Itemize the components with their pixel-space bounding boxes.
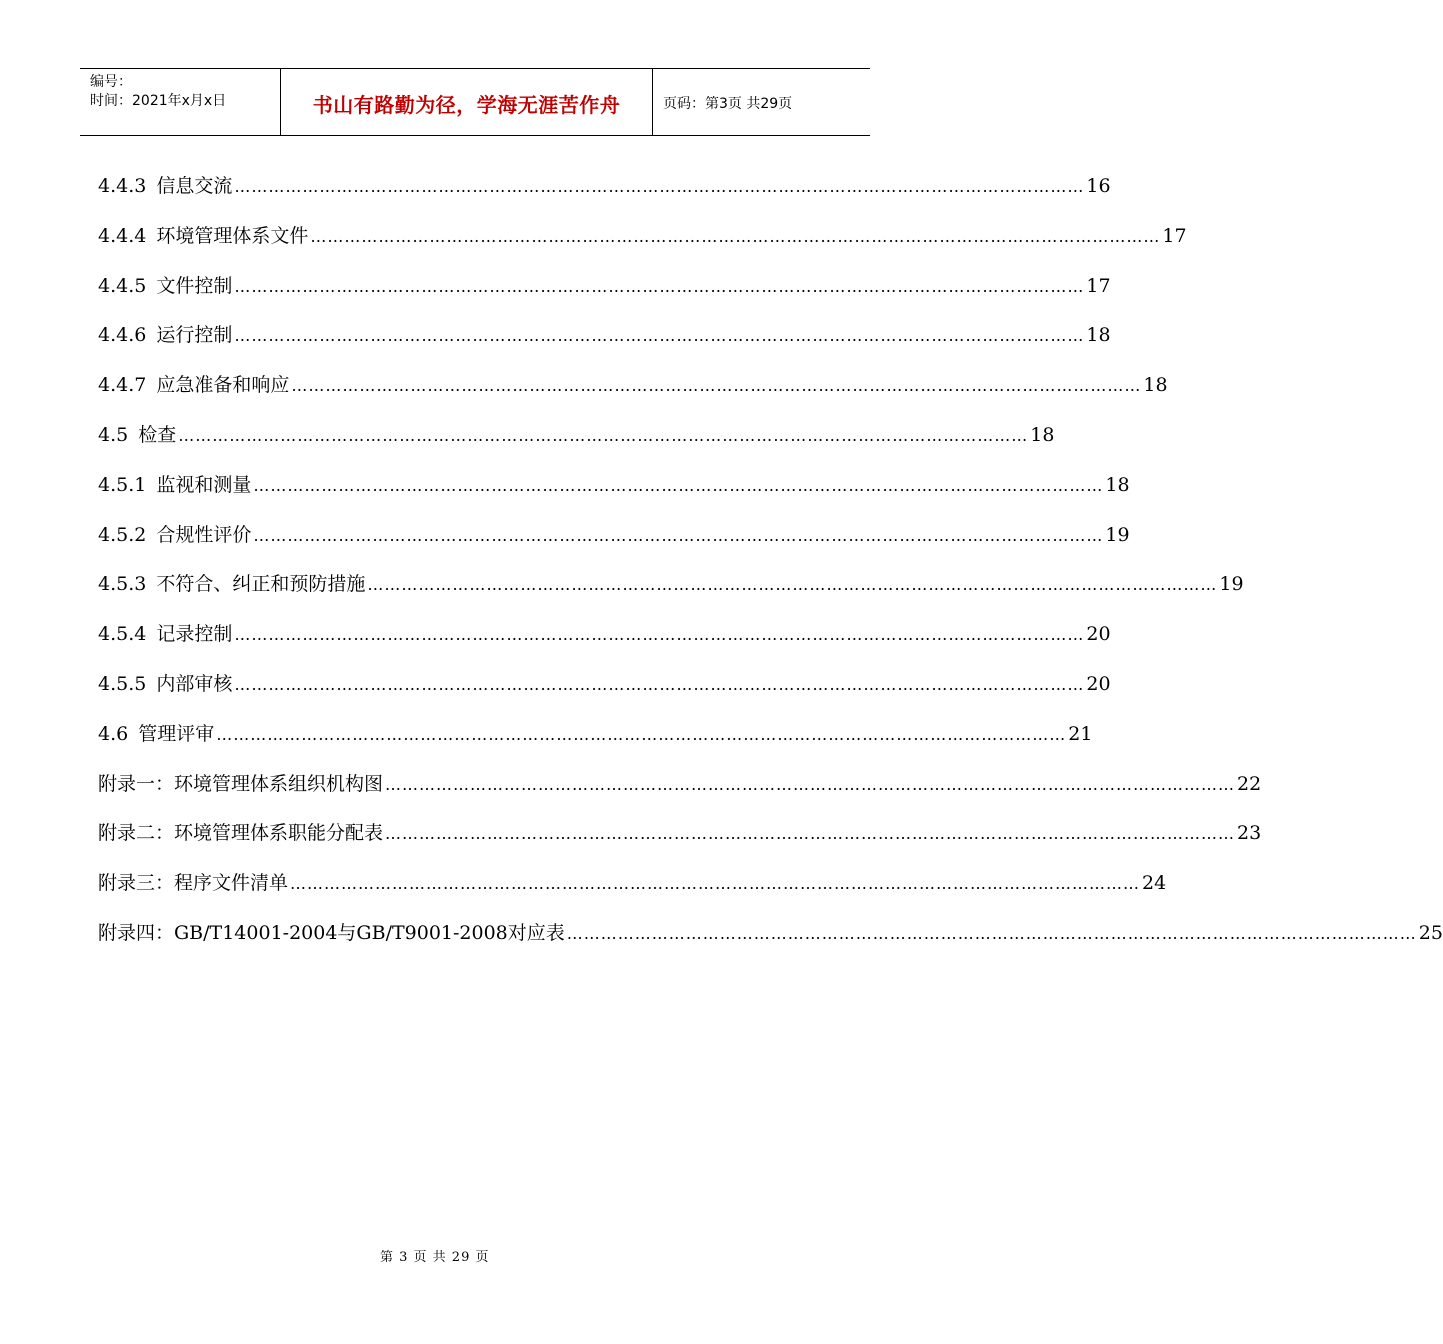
toc-entry[interactable]: [98, 818, 1262, 868]
toc-entry[interactable]: [98, 719, 1093, 769]
toc-entry-title: 合规性评价: [156, 523, 252, 546]
toc-entry[interactable]: [98, 669, 1111, 719]
toc-entry-title: 检查: [138, 423, 177, 446]
toc-entry-page: 24: [1142, 872, 1167, 895]
toc-entry-number: 4.5.4: [98, 623, 147, 646]
toc-entry[interactable]: [98, 619, 1111, 669]
toc-entry-title: 文件控制: [156, 274, 233, 297]
page-footer: 第 3 页 共 29 页: [380, 1250, 490, 1265]
toc-dot-leader: ……………………………………………………………………………………………………………………………………: [310, 226, 1161, 246]
toc-entry-title: 管理评审: [138, 722, 215, 745]
table-of-contents: [98, 171, 1443, 968]
code-label: 编号：: [90, 74, 132, 90]
toc-dot-leader: ……………………………………………………………………………………………………………………………………: [367, 575, 1218, 595]
toc-entry-page: 18: [1143, 374, 1168, 397]
toc-dot-leader: ……………………………………………………………………………………………………………………………………: [178, 425, 1029, 445]
toc-entry-page: 22: [1237, 772, 1262, 795]
toc-entry-title: 运行控制: [156, 324, 233, 347]
toc-entry-page: 17: [1162, 224, 1187, 247]
toc-entry[interactable]: [98, 918, 1443, 968]
toc-entry-title: 不符合、纠正和预防措施: [156, 573, 366, 596]
toc-entry-number: 4.5.3: [98, 573, 147, 596]
toc-dot-leader: ……………………………………………………………………………………………………………………………………: [253, 525, 1104, 545]
toc-entry-page: 17: [1086, 274, 1111, 297]
toc-entry-number: 4.5.1: [98, 473, 147, 496]
toc-entry[interactable]: [98, 370, 1168, 420]
toc-entry-page: 19: [1219, 573, 1244, 596]
toc-entry[interactable]: [98, 868, 1167, 918]
toc-entry[interactable]: [98, 569, 1244, 619]
toc-entry-page: 23: [1237, 822, 1262, 845]
toc-entry-title: 信息交流: [156, 175, 233, 197]
toc-entry-number: 4.4.6: [98, 324, 147, 347]
toc-entry-number: 4.4.4: [98, 224, 147, 247]
toc-entry-page: 18: [1105, 473, 1130, 496]
toc-dot-leader: ……………………………………………………………………………………………………………………………………: [234, 326, 1085, 346]
toc-dot-leader: ……………………………………………………………………………………………………………………………………: [291, 376, 1142, 396]
toc-entry-title: 应急准备和响应: [156, 374, 290, 397]
toc-entry-title: 附录一：环境管理体系组织机构图: [98, 772, 384, 795]
toc-entry[interactable]: [98, 221, 1187, 271]
toc-entry-number: 4.4.7: [98, 374, 147, 397]
toc-entry-title: 环境管理体系文件: [156, 224, 309, 247]
toc-entry[interactable]: [98, 769, 1262, 819]
toc-entry-title: 附录四：GB/T14001-2004与GB/T9001-2008对应表: [98, 921, 565, 944]
toc-dot-leader: ……………………………………………………………………………………………………………………………………: [290, 874, 1141, 894]
header-meta: [80, 69, 281, 135]
toc-entry-title: 记录控制: [156, 623, 233, 646]
toc-entry-title: 监视和测量: [156, 473, 252, 496]
toc-dot-leader: ……………………………………………………………………………………………………………………………………: [234, 625, 1085, 645]
toc-entry-page: 19: [1105, 523, 1130, 546]
toc-entry[interactable]: [98, 420, 1055, 470]
toc-dot-leader: ……………………………………………………………………………………………………………………………………: [385, 824, 1236, 844]
toc-entry-title: 内部审核: [156, 672, 233, 695]
toc-entry-number: 4.5.2: [98, 523, 147, 546]
toc-entry[interactable]: [98, 320, 1111, 370]
toc-dot-leader: ……………………………………………………………………………………………………………………………………: [234, 177, 1085, 196]
toc-entry-number: 4.4.5: [98, 274, 147, 297]
toc-entry[interactable]: [98, 520, 1130, 570]
toc-entry-page: 20: [1086, 623, 1111, 646]
toc-dot-leader: ……………………………………………………………………………………………………………………………………: [385, 774, 1236, 794]
toc-entry-title: 附录三：程序文件清单: [98, 872, 289, 895]
toc-entry-page: 18: [1030, 423, 1055, 446]
toc-dot-leader: ……………………………………………………………………………………………………………………………………: [216, 724, 1067, 744]
toc-entry-number: 4.6: [98, 722, 129, 745]
toc-dot-leader: ……………………………………………………………………………………………………………………………………: [253, 475, 1104, 495]
toc-dot-leader: ……………………………………………………………………………………………………………………………………: [234, 276, 1085, 296]
toc-entry-number: 4.5: [98, 423, 129, 446]
toc-entry-title: 附录二：环境管理体系职能分配表: [98, 822, 384, 845]
toc-entry-number: 4.4.3: [98, 175, 147, 197]
toc-entry[interactable]: [98, 171, 1111, 221]
toc-entry-page: 16: [1086, 175, 1111, 197]
toc-entry-page: 20: [1086, 672, 1111, 695]
page-header: [80, 68, 870, 136]
toc-entry-page: 21: [1068, 722, 1093, 745]
toc-dot-leader: ……………………………………………………………………………………………………………………………………: [234, 674, 1085, 694]
toc-entry-number: 4.5.5: [98, 672, 147, 695]
header-motto: 书山有路勤为径，学海无涯苦作舟: [281, 69, 653, 135]
toc-dot-leader: ……………………………………………………………………………………………………………………………………: [566, 923, 1417, 943]
toc-entry-page: 18: [1086, 324, 1111, 347]
header-page-info: 页码：第3页 共29页: [663, 96, 793, 112]
time-label: 时间：2021年x月x日: [90, 93, 227, 109]
toc-entry[interactable]: [98, 271, 1111, 321]
toc-entry-page: 25: [1418, 921, 1443, 944]
toc-entry[interactable]: [98, 470, 1130, 520]
